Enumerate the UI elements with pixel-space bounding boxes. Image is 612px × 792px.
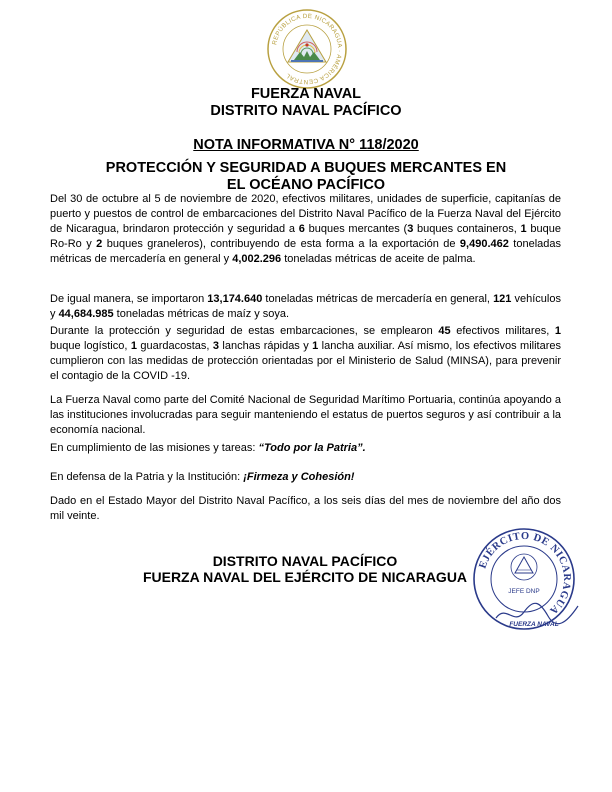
paragraph-mission-motto: En cumplimiento de las misiones y tareas: “Todo por la Patria”. bbox=[50, 442, 366, 454]
paragraph-defense-motto: En defensa de la Patria y la Institución: ¡Firmeza y Cohesión! bbox=[50, 471, 355, 483]
document-subject-title: PROTECCIÓN Y SEGURIDAD A BUQUES MERCANTES EN EL OCÉANO PACÍFICO bbox=[105, 160, 507, 193]
paragraph-resources-employed: Durante la protección y seguridad de estas embarcaciones, se emplearon 45 efectivos militares, 1 buque logístico, 1 guardacostas, 3 lanchas rápidas y 1 lancha auxiliar. Así mismo, los efectivos militares cumplieron con las medidas de protección orientadas por el Ministerio de Salud (MINSA), para prevenir el contagio de la COVID -19. bbox=[50, 325, 562, 382]
signature-line-fuerza-naval: FUERZA NAVAL DEL EJÉRCITO DE NICARAGUA bbox=[142, 569, 468, 585]
paragraph-date-issued: Dado en el Estado Mayor del Distrito Naval Pacífico, a los seis días del mes de noviembre del año dos mil veinte. bbox=[50, 495, 561, 522]
document-number-title: NOTA INFORMATIVA N° 118/2020 bbox=[193, 137, 419, 153]
seal-text: REPÚBLICA DE NICARAGUA · AMÉRICA CENTRAL bbox=[271, 12, 344, 86]
header-fuerza-naval: FUERZA NAVAL bbox=[250, 86, 362, 102]
stamp-ring-text: EJÉRCITO DE NICARAGUA bbox=[477, 530, 573, 617]
stamp-sign-text: FUERZA NAVAL bbox=[509, 621, 559, 628]
handwritten-signature bbox=[492, 598, 582, 628]
stamp-inner-text: JEFE DNP bbox=[508, 588, 540, 595]
stamp-emblem-icon bbox=[511, 554, 537, 580]
signature-line-distrito: DISTRITO NAVAL PACÍFICO bbox=[212, 553, 398, 569]
paragraph-committee: La Fuerza Naval como parte del Comité Nacional de Seguridad Marítimo Portuaria, continúa apoyando a las instituciones involucradas para seguir manteniendo el estatus de puertos seguros y así contribuir a la economía nacional. bbox=[50, 394, 561, 436]
header-distrito-naval: DISTRITO NAVAL PACÍFICO bbox=[210, 103, 402, 119]
nicaragua-coat-of-arms-icon bbox=[266, 8, 348, 90]
paragraph-imports: De igual manera, se importaron 13,174.640 toneladas métricas de mercadería en general, 121 vehículos y 44,684.985 toneladas métricas de maíz y soya. bbox=[50, 293, 561, 320]
paragraph-protection-summary: Del 30 de octubre al 5 de noviembre de 2020, efectivos militares, unidades de superficie, capitanías de puerto y puestos de control de embarcaciones del Distrito Naval Pacífico de la Fuerza Naval del Ejército de Nicaragua, brindaron protección y seguridad a 6 buques mercantes (3 buques containeros, 1 buque Ro-Ro y 2 buques graneleros), contribuyendo de esta forma a la exportación de 9,490.462 toneladas métricas de mercadería en general y 4,002.296 toneladas métricas de aceite de palma. bbox=[50, 193, 562, 265]
